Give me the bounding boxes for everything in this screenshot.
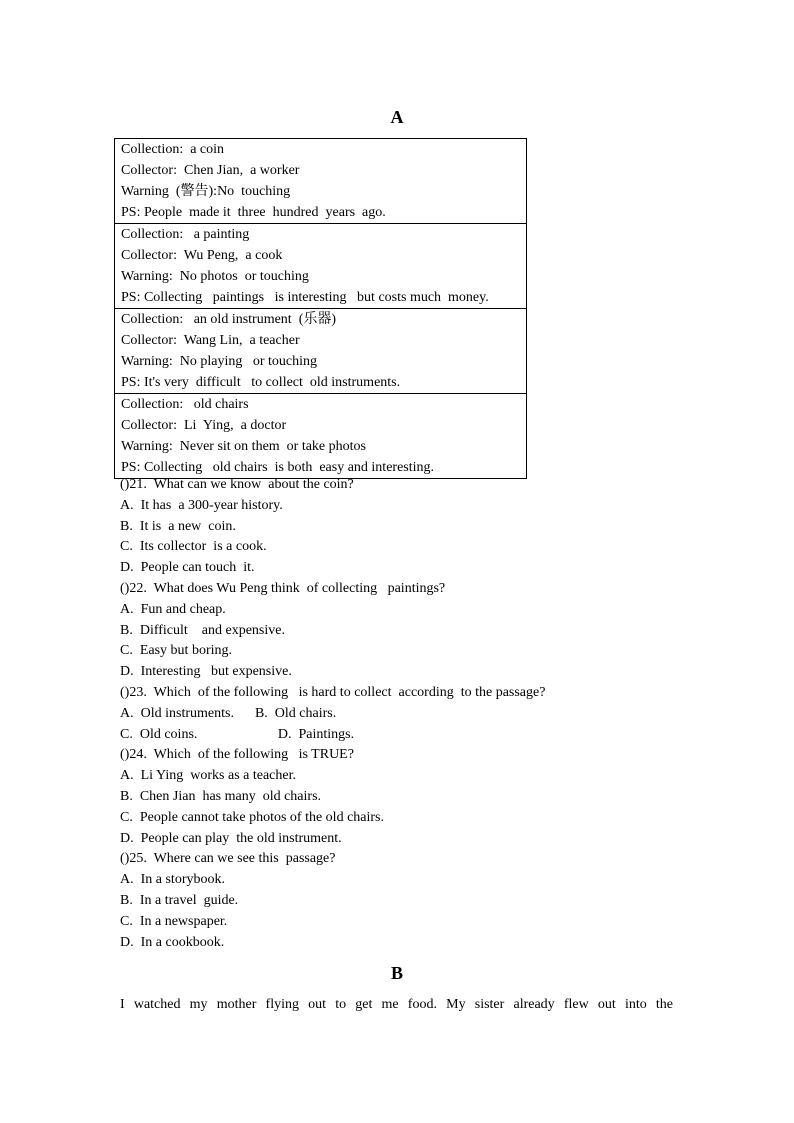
collection-card xyxy=(115,308,526,393)
passage-b-text: I watched my mother flying out to get me food. My sister already flew out into the xyxy=(120,997,673,1012)
answer-option: B. Chen Jian has many old chairs. xyxy=(120,788,322,804)
collection-card xyxy=(115,223,526,308)
question-23: ()23. Which of the following is hard to collect according to the passage? xyxy=(120,684,546,700)
answer-option: D. People can touch it. xyxy=(120,560,255,576)
collector-line: Collector: Chen Jian, a worker xyxy=(121,163,300,178)
collector-line: Collector: Li Ying, a doctor xyxy=(121,418,287,433)
collection-line: Collection: a painting xyxy=(121,227,250,242)
questions-list xyxy=(120,475,680,953)
section-a-title: A xyxy=(390,107,404,127)
collection-table xyxy=(114,138,527,479)
warning-line: Warning: No photos or touching xyxy=(121,269,309,284)
ps-line: PS: Collecting paintings is interesting but costs much money. xyxy=(121,290,489,305)
collection-card xyxy=(115,139,526,223)
collection-card xyxy=(115,393,526,478)
ps-line: PS: Collecting old chairs is both easy and interesting. xyxy=(121,460,435,475)
question-25: ()25. Where can we see this passage? xyxy=(120,851,336,867)
answer-option: D. Interesting but expensive. xyxy=(120,664,292,680)
answer-option: A. It has a 300-year history. xyxy=(120,497,283,513)
collection-line: Collection: a coin xyxy=(121,142,225,157)
collector-line: Collector: Wu Peng, a cook xyxy=(121,248,283,263)
warning-line: Warning: Never sit on them or take photos xyxy=(121,439,366,454)
ps-line: PS: It's very difficult to collect old instruments. xyxy=(121,375,401,390)
answer-option: A. Fun and cheap. xyxy=(120,601,226,617)
warning-line: Warning: No playing or touching xyxy=(121,354,318,369)
answer-option: B. It is a new coin. xyxy=(120,518,236,534)
question-24: ()24. Which of the following is TRUE? xyxy=(120,747,354,763)
section-b-title: B xyxy=(390,963,403,983)
answer-option: D. People can play the old instrument. xyxy=(120,830,342,846)
answer-option: C. Old coins. D. Paintings. xyxy=(120,726,355,742)
answer-option: C. In a newspaper. xyxy=(120,913,228,929)
answer-option: C. Its collector is a cook. xyxy=(120,539,267,555)
answer-option: A. Old instruments. B. Old chairs. xyxy=(120,705,337,721)
answer-option: D. In a cookbook. xyxy=(120,934,225,950)
answer-option: A. In a storybook. xyxy=(120,872,225,888)
warning-line: Warning (警告):No touching xyxy=(121,184,291,199)
answer-option: C. Easy but boring. xyxy=(120,643,232,659)
collection-line: Collection: an old instrument (乐器) xyxy=(121,312,337,327)
question-21: ()21. What can we know about the coin? xyxy=(120,477,354,492)
answer-option: C. People cannot take photos of the old chairs. xyxy=(120,809,384,825)
collection-line: Collection: old chairs xyxy=(121,397,249,412)
answer-option: B. Difficult and expensive. xyxy=(120,622,285,638)
ps-line: PS: People made it three hundred years ago. xyxy=(121,205,386,220)
answer-option: B. In a travel guide. xyxy=(120,892,239,908)
collector-line: Collector: Wang Lin, a teacher xyxy=(121,333,300,348)
question-22: ()22. What does Wu Peng think of collecting paintings? xyxy=(120,580,446,596)
answer-option: A. Li Ying works as a teacher. xyxy=(120,768,296,784)
